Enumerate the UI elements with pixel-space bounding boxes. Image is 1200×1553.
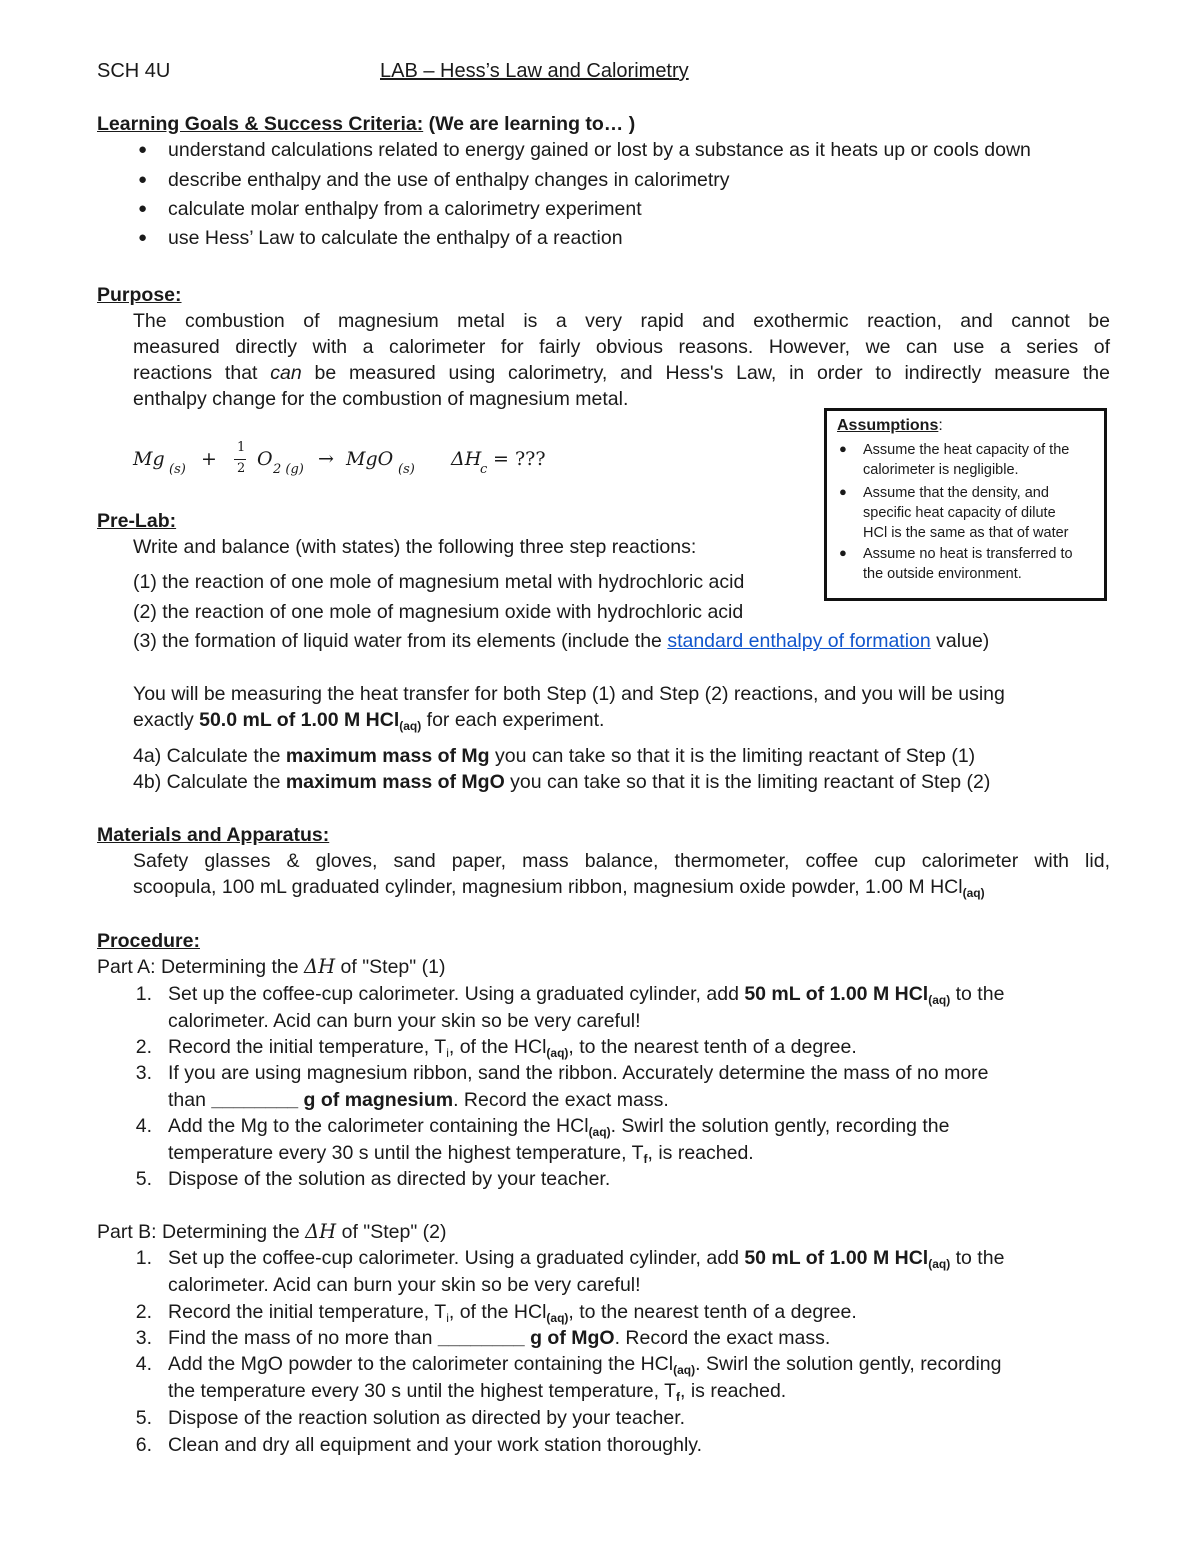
materials-heading: Materials and Apparatus: (97, 824, 330, 846)
measure-line-1: You will be measuring the heat transfer for both Step (1) and Step (2) reactions, and you will be using (133, 683, 1005, 705)
step-number: 1. (135, 1247, 152, 1269)
prelab-step-2: (2) the reaction of one mole of magnesium oxide with hydrochloric acid (133, 601, 744, 623)
part-a-heading: Part A: Determining the ΔH of "Step" (1) (97, 955, 446, 978)
step-number: 4. (135, 1353, 152, 1375)
list-item: calculate molar enthalpy from a calorimetry experiment (168, 198, 642, 220)
course-code: SCH 4U (97, 60, 171, 82)
bullet-icon: ● (138, 171, 148, 188)
purpose-heading: Purpose: (97, 284, 182, 306)
enthalpy-of-formation-link[interactable]: standard enthalpy of formation (667, 630, 931, 652)
question-4a: 4a) Calculate the maximum mass of Mg you can take so that it is the limiting reactant of Step (1) (133, 745, 976, 767)
bullet-icon: ● (839, 441, 847, 456)
list-item: Assume that the density, and specific heat capacity of dilute HCl is the same as that of water (863, 485, 1069, 541)
procedure-heading: Procedure: (97, 930, 200, 952)
step-number: 5. (135, 1168, 152, 1190)
bullet-icon: ● (138, 229, 148, 246)
materials-paragraph: Safety glasses & gloves, sand paper, mass balance, thermometer, coffee cup calorimeter with lid, scoopula, 100 mL graduated cylinder, magnesium ribbon, magnesium oxide powder, 1.00 M HCl$_{(aq)}$ (133, 850, 1110, 900)
goals-heading: Learning Goals & Success Criteria: (We are learning to… ) (97, 113, 636, 135)
list-item: understand calculations related to energy gained or lost by a substance as it heats up or cools down (168, 139, 1031, 161)
part-b-heading: Part B: Determining the ΔH of "Step" (2) (97, 1220, 447, 1243)
step-number: 1. (135, 983, 152, 1005)
prelab-intro: Write and balance (with states) the following three step reactions: (133, 536, 697, 558)
list-item: describe enthalpy and the use of enthalpy changes in calorimetry (168, 169, 730, 191)
list-item: If you are using magnesium ribbon, sand the ribbon. Accurately determine the mass of no more (168, 1062, 989, 1084)
list-item: Assume the heat capacity of the calorimeter is negligible. (863, 442, 1070, 478)
list-item: Dispose of the reaction solution as directed by your teacher. (168, 1407, 686, 1429)
list-item-continued: temperature every 30 s until the highest temperature, $T_f$, is reached. (168, 1142, 754, 1166)
measure-line-2: exactly 50.0 mL of 1.00 M HCl$_{(aq)}$ for each experiment. (133, 709, 605, 733)
list-item: Clean and dry all equipment and your work station thoroughly. (168, 1434, 703, 1456)
list-item: Set up the coffee-cup calorimeter. Using a graduated cylinder, add 50 mL of 1.00 M HCl$_{(aq)}$ to the (168, 1247, 1005, 1271)
list-item: Find the mass of no more than ________ g of MgO. Record the exact mass. (168, 1327, 831, 1349)
step-number: 2. (135, 1301, 152, 1323)
list-item-continued: calorimeter. Acid can burn your skin so be very careful! (168, 1010, 641, 1032)
list-item-continued: calorimeter. Acid can burn your skin so be very careful! (168, 1274, 641, 1296)
list-item-continued: the temperature every 30 s until the highest temperature, $T_f$, is reached. (168, 1380, 787, 1404)
purpose-paragraph: The combustion of magnesium metal is a very rapid and exothermic reaction, and cannot be measured directly with a calorimeter for fairly obvious reasons. However, we can use a series of reactions that can be measured using calorimetry, and Hess's Law, in order to indirectly measure the enthalpy change for the combustion of magnesium metal. (133, 310, 1110, 410)
assumptions-heading: Assumptions: (837, 417, 943, 434)
prelab-step-1: (1) the reaction of one mole of magnesium metal with hydrochloric acid (133, 571, 745, 593)
list-item: Add the MgO powder to the calorimeter containing the HCl$_{(aq)}$. Swirl the solution gently, recording (168, 1353, 1002, 1377)
list-item: Dispose of the solution as directed by your teacher. (168, 1168, 611, 1190)
question-4b: 4b) Calculate the maximum mass of MgO you can take so that it is the limiting reactant of Step (2) (133, 771, 991, 793)
bullet-icon: ● (839, 545, 847, 560)
assumptions-box (824, 408, 1107, 601)
step-number: 6. (135, 1434, 152, 1456)
prelab-heading: Pre-Lab: (97, 510, 177, 532)
step-number: 5. (135, 1407, 152, 1429)
list-item-continued: than ________ g of magnesium. Record the exact mass. (168, 1089, 669, 1111)
list-item: Record the initial temperature, $T_i$, of the HCl$_{(aq)}$, to the nearest tenth of a degree. (168, 1036, 857, 1060)
step-number: 2. (135, 1036, 152, 1058)
page-title: LAB – Hess’s Law and Calorimetry (380, 60, 689, 82)
list-item: use Hess’ Law to calculate the enthalpy of a reaction (168, 227, 623, 249)
bullet-icon: ● (138, 141, 148, 158)
list-item: Assume no heat is transferred to the outside environment. (863, 546, 1073, 582)
combustion-equation: Mg (s) + 1 2 O 2 (g) → MgO (s) ΔH c = ??? (133, 440, 546, 477)
list-item: Add the Mg to the calorimeter containing the HCl$_{(aq)}$. Swirl the solution gently, recording the (168, 1115, 950, 1139)
step-number: 3. (135, 1062, 152, 1084)
bullet-icon: ● (839, 484, 847, 499)
list-item: Record the initial temperature, $T_i$, of the HCl$_{(aq)}$, to the nearest tenth of a degree. (168, 1301, 857, 1325)
step-number: 3. (135, 1327, 152, 1349)
step-number: 4. (135, 1115, 152, 1137)
prelab-step-3: (3) the formation of liquid water from its elements (include the standard enthalpy of formation value) (133, 630, 990, 652)
bullet-icon: ● (138, 200, 148, 217)
list-item: Set up the coffee-cup calorimeter. Using a graduated cylinder, add 50 mL of 1.00 M HCl$_{(aq)}$ to the (168, 983, 1005, 1007)
